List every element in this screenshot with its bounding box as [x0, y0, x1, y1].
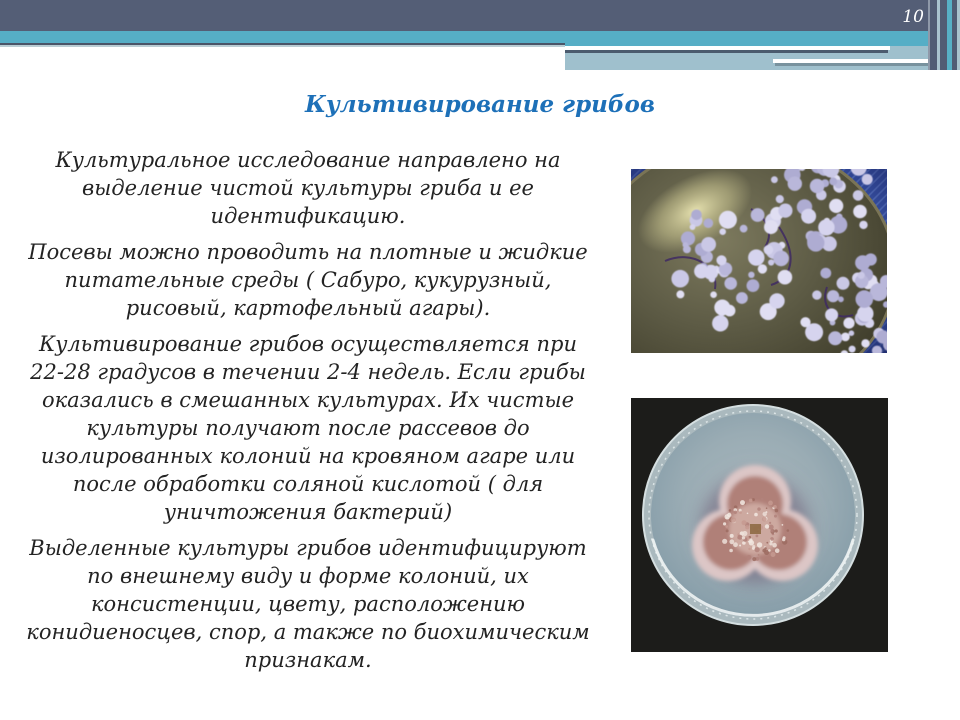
photo-petri-dish-colony	[631, 398, 888, 652]
page-number: 10	[902, 7, 924, 27]
header-teal-bar	[0, 31, 960, 43]
paragraph-cultural-study: Культуральное исследование направлено на выделение чистой культуры гриба и ее идентификацию.	[55, 148, 561, 228]
paragraph-media: Посевы можно проводить на плотные и жидкие питательные среды ( Сабуро, кукурузный, рисовый, картофельный агары).	[28, 240, 588, 320]
header-accent-panel	[565, 43, 960, 70]
body-text-block	[22, 146, 594, 682]
header-divider-light	[0, 45, 565, 47]
header-corner-stripes	[928, 0, 960, 70]
header-dark-bar	[0, 0, 960, 31]
slide-title: Культивирование грибов	[305, 91, 655, 118]
fungal-colonies-illustration	[631, 169, 887, 353]
accent-stripe-dark	[565, 50, 888, 53]
petri-dish-illustration	[631, 398, 888, 652]
paragraph-identification: Выделенные культуры грибов идентифицируют по внешнему виду и форме колоний, их консистенции, цвету, расположению конидиеносцев, спор, а также по биохимическим признакам.	[26, 536, 590, 672]
paragraph-cultivation: Культивирование грибов осуществляется при 22-28 градусов в течении 2-4 недель. Если грибы оказались в смешанных культурах. Их чистые культуры получают после рассевов до изолированных колоний на кровяном агаре или после обработки соляной кислотой ( для уничтожения бактерий)	[30, 332, 586, 524]
photo-fungal-colonies	[631, 169, 887, 353]
